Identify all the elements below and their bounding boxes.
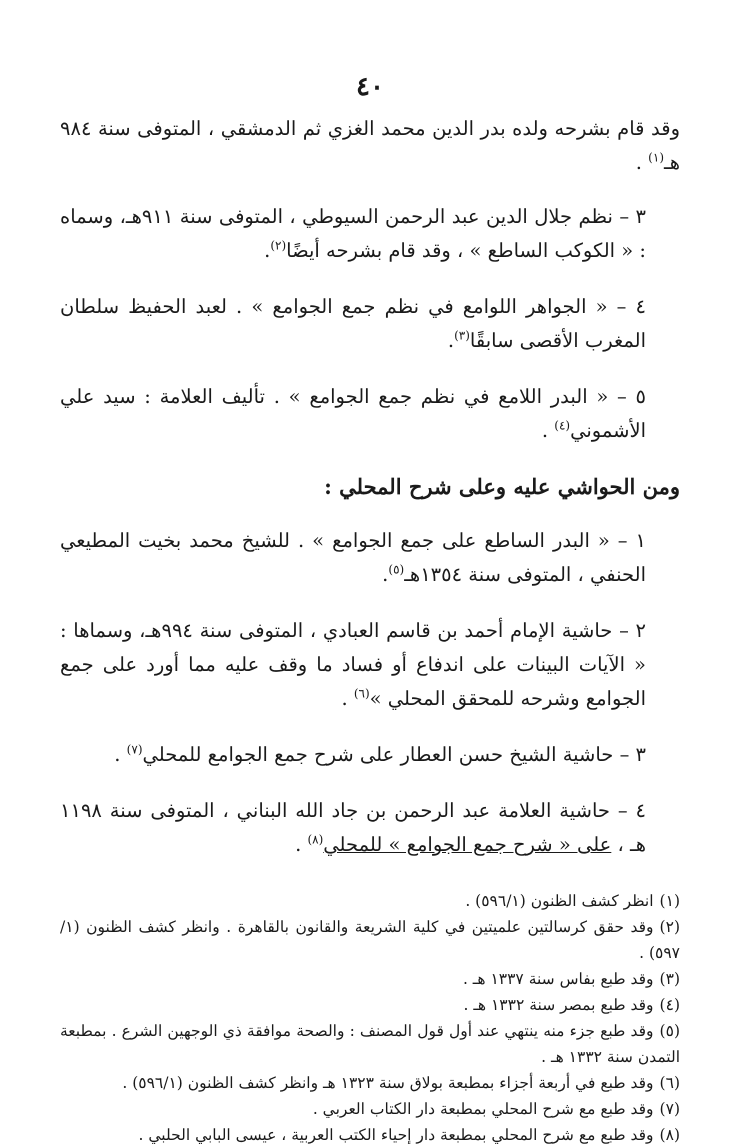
- paragraph-end: .: [295, 833, 308, 856]
- footnote-text: انظر كشف الظنون (٥٩٦/١) .: [465, 892, 654, 910]
- paragraph-end: .: [114, 743, 127, 766]
- footnote: [60, 914, 680, 966]
- footnote-ref[interactable]: (٧): [126, 742, 143, 757]
- paragraph-text: ٢ – حاشية الإمام أحمد بن قاسم العبادي ، المتوفى سنة ٩٩٤هـ، وسماها : « الآيات البينات على اندفاع أو فساد ما وقف عليه مما أورد على جمع الجوامع وشرحه للمحقق المحلي »: [60, 619, 647, 710]
- paragraph-3: [60, 290, 680, 358]
- footnotes: [60, 888, 680, 1148]
- footnote-ref[interactable]: (٣): [454, 328, 470, 343]
- paragraph-text: وقد قام بشرحه ولده بدر الدين محمد الغزي ثم الدمشقي ، المتوفى سنة ٩٨٤ هـ: [60, 117, 680, 174]
- footnote-text: وقد طبع مع شرح المحلي بمطبعة دار الكتاب العربي .: [312, 1100, 654, 1118]
- footnote-text: وقد طبع في أربعة أجزاء بمطبعة بولاق سنة ١٣٢٣ هـ وانظر كشف الظنون (٥٩٦/١) .: [122, 1074, 654, 1092]
- footnote-ref[interactable]: (١): [648, 150, 664, 165]
- footnote-ref[interactable]: (٨): [307, 832, 324, 847]
- paragraph-4: [60, 380, 680, 448]
- section-heading: ومن الحواشي عليه وعلى شرح المحلي :: [324, 474, 680, 499]
- footnote-text: وقد طبع مع شرح المحلي بمطبعة دار إحياء الكتب العربية ، عيسى البابي الحلبي .: [138, 1126, 654, 1144]
- footnote-text: وقد طبع بمصر سنة ١٣٣٢ هـ .: [463, 996, 654, 1014]
- paragraph-text: ١ – « البدر الساطع على جمع الجوامع » . للشيخ محمد بخيت المطيعي الحنفي ، المتوفى سنة ١٣٥٤هـ: [60, 529, 646, 586]
- footnote-text: وقد حقق كرسالتين علميتين في كلية الشريعة والقانون بالقاهرة . وانظر كشف الظنون (١/ ٥٩٧) .: [60, 918, 680, 962]
- footnote: [60, 1096, 680, 1122]
- paragraph-2: [60, 200, 680, 268]
- footnote-ref[interactable]: (٤): [554, 418, 571, 433]
- footnote-number: (٦): [659, 1074, 680, 1092]
- footnote-number: (٣): [659, 970, 680, 988]
- paragraph-end: .: [635, 151, 649, 174]
- paragraph-8: [60, 794, 680, 862]
- paragraph-end: .: [541, 419, 555, 442]
- footnote-number: (٧): [659, 1100, 680, 1118]
- paragraph-text: ٤ – « الجواهر اللوامع في نظم جمع الجوامع » . لعبد الحفيظ سلطان المغرب الأقصى سابقًا: [60, 295, 646, 352]
- footnote-text: وقد طبع بفاس سنة ١٣٣٧ هـ .: [462, 970, 654, 988]
- footnote: [60, 992, 680, 1018]
- paragraph-6: [60, 614, 680, 716]
- footnote-number: (٤): [659, 996, 680, 1014]
- paragraph-text: ٣ – حاشية الشيخ حسن العطار على شرح جمع الجوامع للمحلي: [142, 743, 646, 766]
- underlined-text: على « شرح جمع الجوامع » للمحلي: [323, 833, 612, 856]
- paragraph-end: .: [264, 239, 271, 262]
- paragraph-7: [60, 738, 680, 772]
- footnote-ref[interactable]: (٦): [353, 686, 370, 701]
- footnote: [60, 1018, 680, 1070]
- paragraph-text: ٥ – « البدر اللامع في نظم جمع الجوامع » . تأليف العلامة : سيد علي الأشموني: [60, 385, 646, 442]
- footnote-ref[interactable]: (٢): [270, 238, 287, 253]
- footnote: [60, 1122, 680, 1148]
- footnote-number: (٢): [659, 918, 680, 936]
- footnote: [60, 966, 680, 992]
- footnote: [60, 888, 680, 914]
- paragraph-end: .: [341, 687, 354, 710]
- footnote-number: (٨): [659, 1126, 680, 1144]
- paragraph-text: ٤ – حاشية العلامة عبد الرحمن بن جاد الله البناني ، المتوفى سنة ١١٩٨ هـ ،: [60, 799, 646, 856]
- paragraph-1: [60, 112, 680, 180]
- main-text: [60, 112, 680, 862]
- page-number: ٤٠: [356, 72, 384, 102]
- footnote-ref[interactable]: (٥): [388, 562, 405, 577]
- footnote-number: (١): [659, 892, 680, 910]
- footnote: [60, 1070, 680, 1096]
- footnote-text: وقد طبع جزء منه ينتهي عند أول قول المصنف : والصحة موافقة ذي الوجهين الشرع . بمطبعة التمدن سنة ١٣٣٢ هـ .: [60, 1022, 680, 1066]
- paragraph-end: .: [447, 329, 455, 352]
- paragraph-text: ٣ – نظم جلال الدين عبد الرحمن السيوطي ، المتوفى سنة ٩١١هـ، وسماه : « الكوكب الساطع » ، وقد قام بشرحه أيضًا: [60, 205, 646, 262]
- paragraph-end: .: [382, 563, 389, 586]
- paragraph-5: [60, 524, 680, 592]
- footnote-number: (٥): [659, 1022, 680, 1040]
